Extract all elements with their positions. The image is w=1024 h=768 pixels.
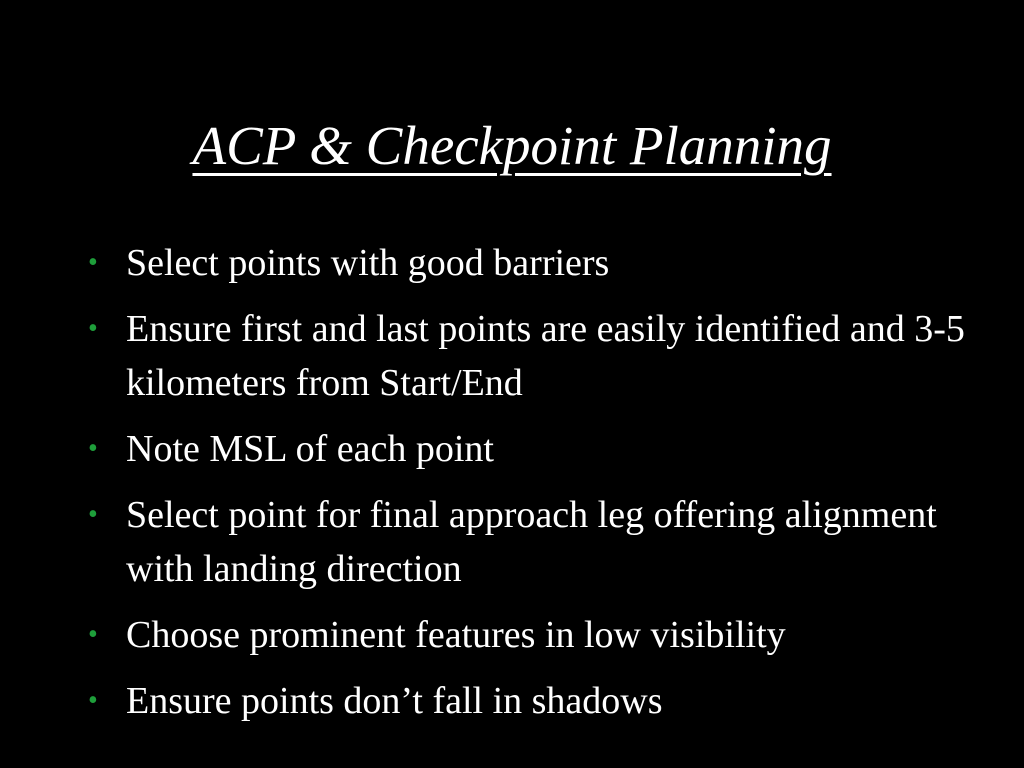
bullet-dot-icon: • [88,247,98,278]
bullet-dot-icon: • [88,313,98,344]
bullet-item [84,488,984,596]
bullet-item [84,236,984,290]
bullet-text: Note MSL of each point [126,428,494,470]
bullet-list [84,236,984,740]
bullet-dot-icon: • [88,433,98,464]
bullet-text: Ensure first and last points are easily identified and 3-5 kilometers from Start/End [126,308,965,404]
bullet-dot-icon: • [88,685,98,716]
bullet-dot-icon: • [88,499,98,530]
bullet-text: Ensure points don’t fall in shadows [126,680,663,722]
bullet-item [84,422,984,476]
bullet-item [84,302,984,410]
bullet-text: Select point for final approach leg offering alignment with landing direction [126,494,937,590]
slide-title: ACP & Checkpoint Planning [192,115,832,176]
bullet-dot-icon: • [88,619,98,650]
bullet-item [84,608,984,662]
bullet-text: Choose prominent features in low visibility [126,614,786,656]
bullet-item [84,674,984,728]
bullet-text: Select points with good barriers [126,242,610,284]
